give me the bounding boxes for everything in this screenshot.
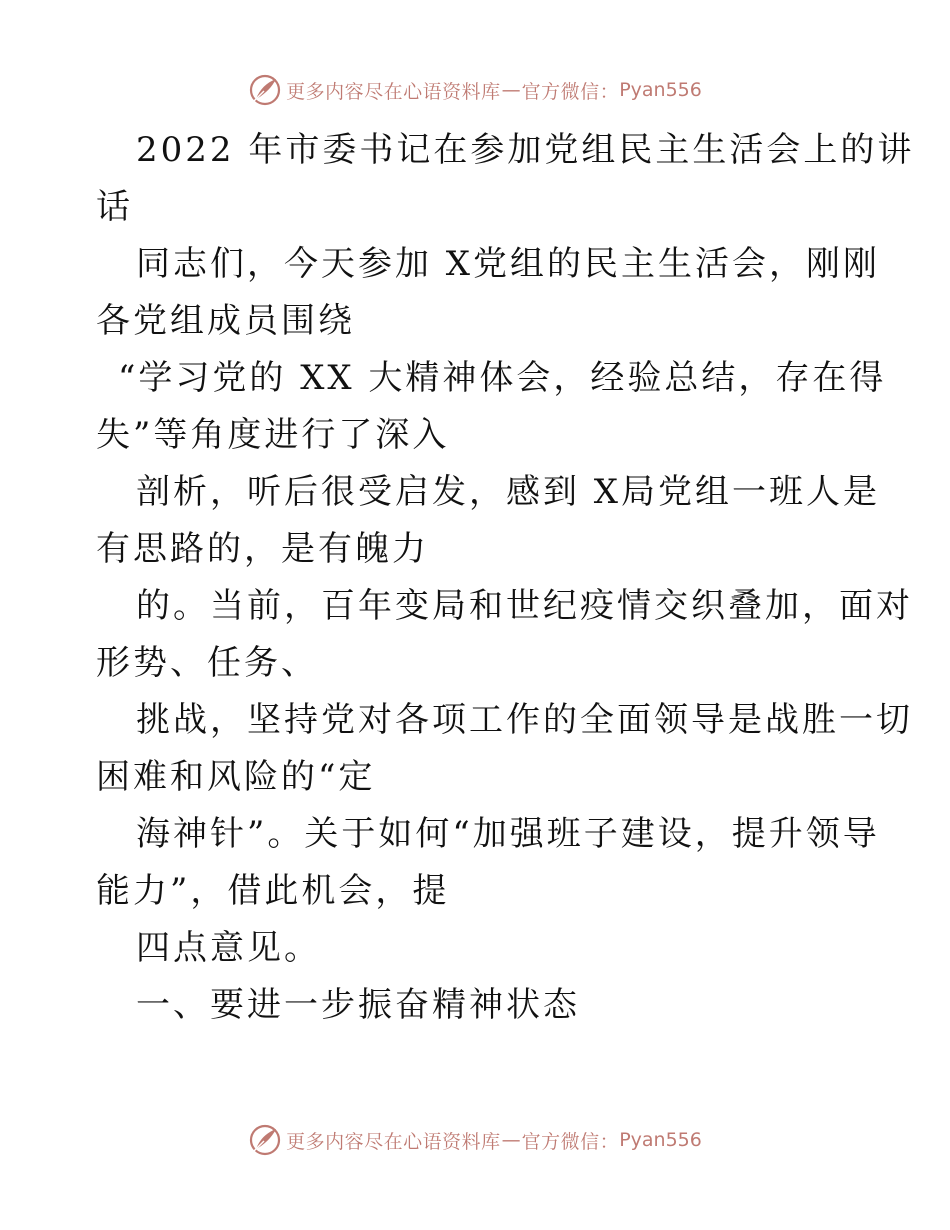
watermark-handle: Pyan556	[619, 1129, 702, 1151]
paragraph-line: 困难和风险的“定	[96, 757, 376, 797]
feather-quill-logo-icon	[248, 1123, 282, 1157]
footer-watermark	[0, 1120, 950, 1160]
watermark-account-label: 官方微信：	[521, 80, 620, 103]
watermark-separator: —	[501, 79, 521, 101]
paragraph-line: 有思路的，是有魄力	[96, 529, 429, 569]
feather-quill-logo-icon	[248, 73, 282, 107]
paragraph-line: 剖析，听后很受启发，感到 X局党组一班人是	[136, 472, 881, 512]
paragraph-line: 同志们，今天参加 X党组的民主生活会，刚刚	[136, 244, 881, 284]
paragraph-line: 形势、任务、	[96, 643, 318, 683]
watermark-separator: —	[501, 1129, 521, 1151]
watermark-text: 更多内容尽在心语资料库	[286, 1130, 501, 1153]
paragraph-line: 四点意见。	[136, 928, 321, 968]
paragraph-line: 挑战，坚持党对各项工作的全面领导是战胜一切	[136, 700, 913, 740]
paragraph-line: 海神针”。关于如何“加强班子建设，提升领导	[136, 814, 880, 854]
title-line-2: 话	[96, 187, 133, 227]
paragraph-line: 失”等角度进行了深入	[96, 415, 450, 455]
watermark-account-label: 官方微信：	[521, 1130, 620, 1153]
header-watermark	[0, 70, 950, 110]
paragraph-line: 的。当前，百年变局和世纪疫情交织叠加，面对	[136, 586, 913, 626]
watermark-text: 更多内容尽在心语资料库	[286, 80, 501, 103]
watermark-handle: Pyan556	[619, 79, 702, 101]
paragraph-line: “学习党的 XX 大精神体会，经验总结，存在得	[118, 358, 887, 398]
title-line-1: 2022 年市委书记在参加党组民主生活会上的讲	[136, 130, 915, 170]
document-body	[96, 122, 915, 1034]
paragraph-line: 能力”，借此机会，提	[96, 871, 450, 911]
section-heading: 一、要进一步振奋精神状态	[136, 985, 580, 1025]
paragraph-line: 各党组成员围绕	[96, 301, 355, 341]
